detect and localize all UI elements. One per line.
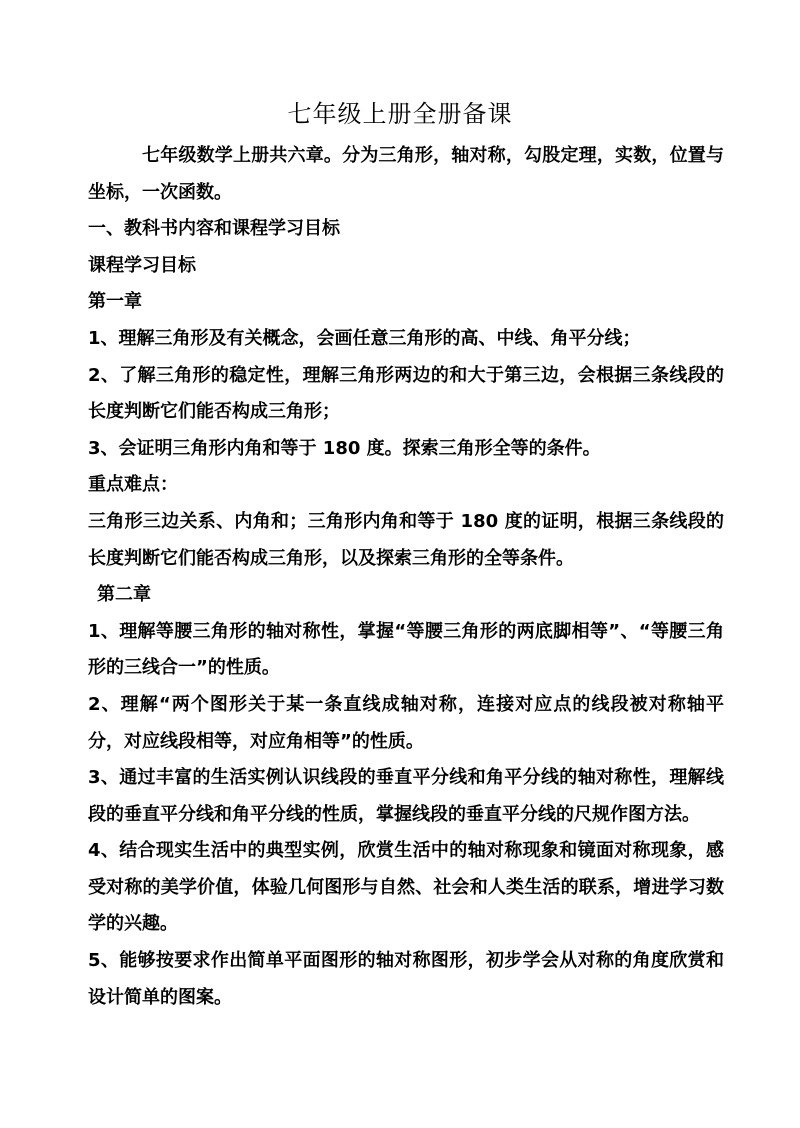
- chapter-2-item-4: 4、结合现实生活中的典型实例，欣赏生活中的轴对称现象和镜面对称现象，感受对称的美学价值，体验几何图形与自然、社会和人类生活的联系，增进学习数学的兴趣。: [88, 840, 724, 935]
- chapter-1-item-3: 3、会证明三角形内角和等于 180 度。探索三角形全等的条件。: [88, 437, 601, 459]
- key-points-heading: 重点难点：: [88, 474, 178, 496]
- chapter-2-heading: 第二章: [97, 584, 151, 606]
- document-body: [88, 138, 724, 1016]
- chapter-2-item-3: 3、通过丰富的生活实例认识线段的垂直平分线和角平分线的轴对称性，理解线段的垂直平分线和角平分线的性质，掌握线段的垂直平分线的尺规作图方法。: [88, 767, 724, 825]
- chapter-1-heading: 第一章: [88, 291, 142, 313]
- document-title: 七年级上册全册备课: [287, 100, 513, 128]
- chapter-2-item-5: 5、能够按要求作出简单平面图形的轴对称图形，初步学会从对称的角度欣赏和设计简单的图案。: [88, 950, 724, 1008]
- chapter-1-item-2: 2、了解三角形的稳定性，理解三角形两边的和大于第三边，会根据三条线段的长度判断它们能否构成三角形；: [88, 364, 724, 423]
- chapter-2-item-2: 2、理解“两个图形关于某一条直线成轴对称，连接对应点的线段被对称轴平分，对应线段相等，对应角相等”的性质。: [88, 693, 724, 752]
- subsection-heading: 课程学习目标: [88, 254, 196, 276]
- key-points-text: 三角形三边关系、内角和；三角形内角和等于 180 度的证明，根据三条线段的长度判断它们能否构成三角形，以及探索三角形的全等条件。: [88, 510, 724, 569]
- section-heading-1: 一、教科书内容和课程学习目标: [88, 218, 340, 240]
- chapter-2-item-1: 1、理解等腰三角形的轴对称性，掌握“等腰三角形的两底脚相等”、“等腰三角形的三线合一”的性质。: [88, 620, 724, 679]
- intro-paragraph: 七年级数学上册共六章。分为三角形，轴对称，勾股定理，实数，位置与坐标，一次函数。: [88, 145, 724, 203]
- chapter-1-item-1: 1、理解三角形及有关概念，会画任意三角形的高、中线、角平分线；: [88, 327, 641, 349]
